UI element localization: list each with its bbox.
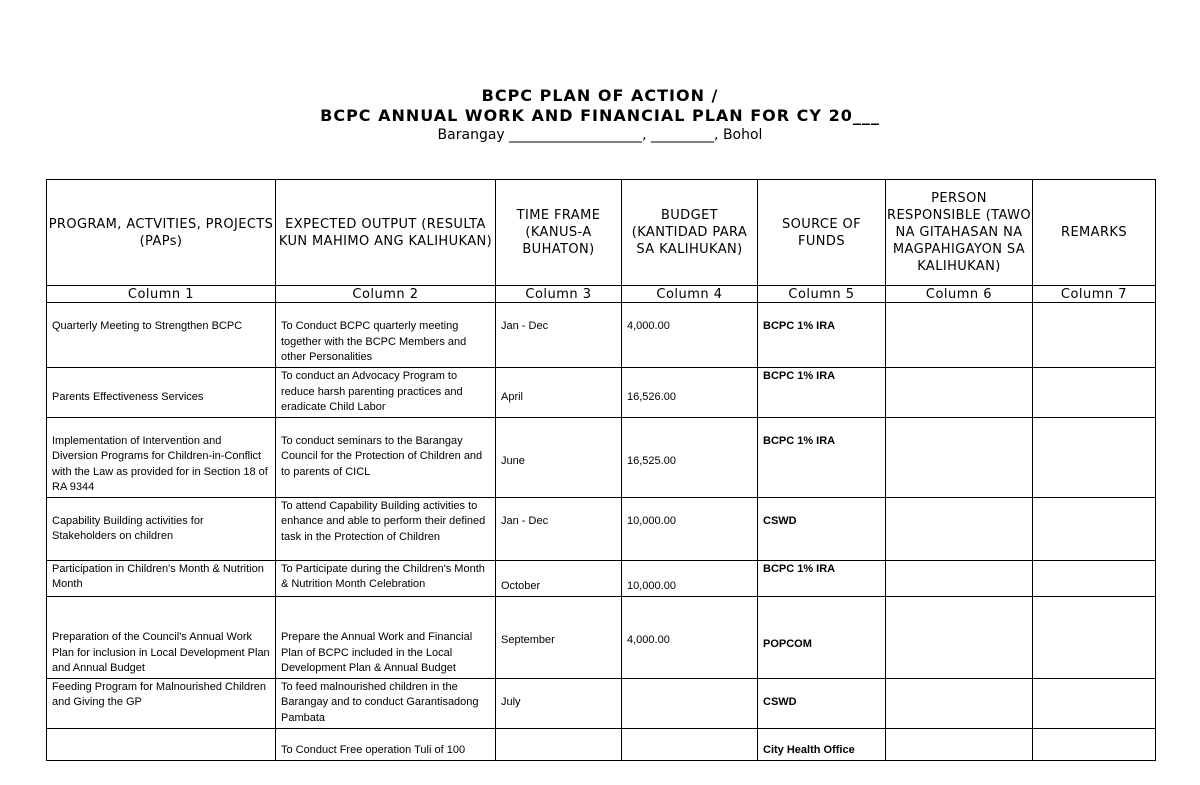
cell-expected-output: To feed malnourished children in the Barangay and to conduct Garantisadong Pambata — [276, 678, 496, 728]
cell-program: Quarterly Meeting to Strengthen BCPC — [47, 303, 276, 368]
table-row — [47, 368, 1156, 418]
cell-source-of-funds: CSWD — [758, 497, 886, 560]
cell-program: Feeding Program for Malnourished Children and Giving the GP — [47, 678, 276, 728]
column-number: Column 4 — [622, 286, 758, 303]
cell-remarks — [1033, 678, 1156, 728]
cell-time-frame — [496, 728, 622, 760]
cell-source-of-funds: BCPC 1% IRA — [758, 417, 886, 497]
cell-person-responsible — [886, 368, 1033, 418]
table-row — [47, 497, 1156, 560]
cell-source-of-funds: BCPC 1% IRA — [758, 560, 886, 596]
cell-time-frame: April — [496, 368, 622, 418]
column-number: Column 6 — [886, 286, 1033, 303]
cell-expected-output: To Conduct BCPC quarterly meeting together with the BCPC Members and other Personalities — [276, 303, 496, 368]
cell-program — [47, 728, 276, 760]
column-number-row — [47, 286, 1156, 303]
column-number: Column 1 — [47, 286, 276, 303]
work-financial-plan-table — [46, 179, 1156, 761]
cell-remarks — [1033, 303, 1156, 368]
cell-person-responsible — [886, 497, 1033, 560]
header-source-of-funds: SOURCE OF FUNDS — [758, 180, 886, 286]
header-time-frame: TIME FRAME (KANUS-A BUHATON) — [496, 180, 622, 286]
subtitle-barangay: Barangay ___________________, _________, Bohol — [437, 127, 763, 143]
title-line-1: BCPC PLAN OF ACTION / — [481, 86, 719, 105]
cell-expected-output: To attend Capability Building activities to enhance and able to perform their defined task in the Protection of Children — [276, 497, 496, 560]
cell-budget: 10,000.00 — [622, 497, 758, 560]
cell-time-frame: July — [496, 678, 622, 728]
cell-person-responsible — [886, 728, 1033, 760]
cell-program: Preparation of the Council's Annual Work Plan for inclusion in Local Development Plan and Annual Budget — [47, 596, 276, 678]
cell-expected-output: To Participate during the Children's Month & Nutrition Month Celebration — [276, 560, 496, 596]
table-row — [47, 303, 1156, 368]
cell-time-frame: September — [496, 596, 622, 678]
cell-budget: 4,000.00 — [622, 596, 758, 678]
cell-source-of-funds: BCPC 1% IRA — [758, 368, 886, 418]
cell-remarks — [1033, 560, 1156, 596]
cell-time-frame: June — [496, 417, 622, 497]
cell-budget: 4,000.00 — [622, 303, 758, 368]
column-number: Column 5 — [758, 286, 886, 303]
cell-person-responsible — [886, 596, 1033, 678]
table-row — [47, 596, 1156, 678]
table-row — [47, 728, 1156, 760]
column-number: Column 7 — [1033, 286, 1156, 303]
cell-program: Implementation of Intervention and Diversion Programs for Children-in-Conflict with the Law as provided for in Section 18 of RA 9344 — [47, 417, 276, 497]
cell-source-of-funds: CSWD — [758, 678, 886, 728]
cell-source-of-funds: City Health Office — [758, 728, 886, 760]
cell-program: Parents Effectiveness Services — [47, 368, 276, 418]
cell-expected-output: To conduct seminars to the Barangay Council for the Protection of Children and to parents of CICL — [276, 417, 496, 497]
cell-budget — [622, 678, 758, 728]
title-line-2: BCPC ANNUAL WORK AND FINANCIAL PLAN FOR CY 20___ — [320, 106, 880, 125]
cell-expected-output: Prepare the Annual Work and Financial Plan of BCPC included in the Local Development Plan & Annual Budget — [276, 596, 496, 678]
header-programs: PROGRAM, ACTVITIES, PROJECTS (PAPs) — [47, 180, 276, 286]
cell-person-responsible — [886, 678, 1033, 728]
cell-remarks — [1033, 596, 1156, 678]
cell-budget: 10,000.00 — [622, 560, 758, 596]
table-row — [47, 678, 1156, 728]
column-number: Column 3 — [496, 286, 622, 303]
cell-remarks — [1033, 497, 1156, 560]
cell-budget: 16,526.00 — [622, 368, 758, 418]
cell-person-responsible — [886, 417, 1033, 497]
cell-time-frame: Jan - Dec — [496, 497, 622, 560]
cell-expected-output: To Conduct Free operation Tuli of 100 — [276, 728, 496, 760]
column-number: Column 2 — [276, 286, 496, 303]
header-remarks: REMARKS — [1033, 180, 1156, 286]
cell-budget — [622, 728, 758, 760]
cell-program: Capability Building activities for Stakeholders on children — [47, 497, 276, 560]
header-row — [47, 180, 1156, 286]
table-row — [47, 417, 1156, 497]
header-expected-output: EXPECTED OUTPUT (RESULTA KUN MAHIMO ANG KALIHUKAN) — [276, 180, 496, 286]
cell-remarks — [1033, 417, 1156, 497]
cell-expected-output: To conduct an Advocacy Program to reduce harsh parenting practices and eradicate Child Labor — [276, 368, 496, 418]
cell-remarks — [1033, 368, 1156, 418]
cell-source-of-funds: POPCOM — [758, 596, 886, 678]
cell-person-responsible — [886, 303, 1033, 368]
cell-time-frame: Jan - Dec — [496, 303, 622, 368]
cell-budget: 16,525.00 — [622, 417, 758, 497]
header-budget: BUDGET (KANTIDAD PARA SA KALIHUKAN) — [622, 180, 758, 286]
cell-program: Participation in Children's Month & Nutrition Month — [47, 560, 276, 596]
cell-remarks — [1033, 728, 1156, 760]
header-person-responsible: PERSON RESPONSIBLE (TAWO NA GITAHASAN NA MAGPAHIGAYON SA KALIHUKAN) — [886, 180, 1033, 286]
cell-person-responsible — [886, 560, 1033, 596]
cell-source-of-funds: BCPC 1% IRA — [758, 303, 886, 368]
table-row — [47, 560, 1156, 596]
cell-time-frame: October — [496, 560, 622, 596]
